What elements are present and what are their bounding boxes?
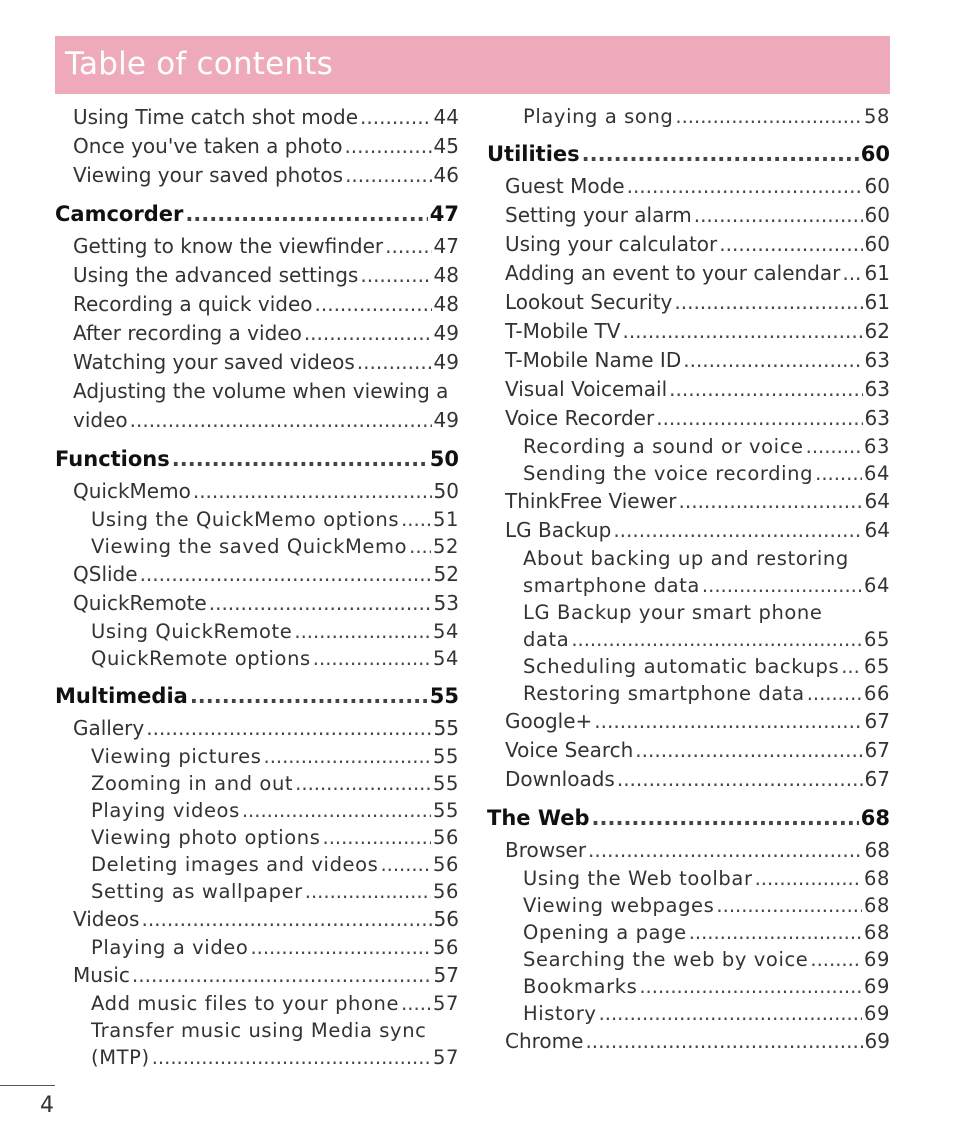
toc-page-number: 61	[864, 261, 890, 285]
dot-leader	[639, 975, 862, 998]
toc-entry[interactable]	[55, 936, 459, 963]
dot-leader	[242, 799, 431, 822]
dot-leader	[806, 435, 862, 458]
dot-leader	[613, 518, 862, 542]
toc-page-number: 68	[863, 921, 890, 944]
toc-entry-title: Viewing your saved photos	[73, 163, 344, 187]
toc-entry-title: Restoring smartphone data	[523, 682, 805, 705]
toc-page-number: 50	[429, 447, 459, 471]
toc-entry-title: Deleting images and videos	[91, 853, 379, 876]
toc-entry-title: Playing a song	[523, 105, 674, 128]
dot-leader	[617, 767, 863, 791]
toc-entry[interactable]	[55, 408, 459, 437]
dot-leader	[190, 684, 428, 708]
dot-leader	[345, 163, 431, 187]
toc-entry-title: Downloads	[505, 767, 615, 791]
footer-divider	[0, 1085, 55, 1086]
toc-entry-title: Viewing webpages	[523, 894, 715, 917]
toc-entry[interactable]	[487, 628, 890, 655]
toc-entry[interactable]	[55, 263, 459, 292]
toc-page-number: 57	[433, 963, 459, 987]
toc-entry-title: Viewing pictures	[91, 745, 262, 768]
dot-leader	[401, 508, 431, 531]
toc-page-number: 48	[433, 292, 459, 316]
dot-leader	[313, 647, 431, 670]
toc-page-number: 50	[433, 479, 459, 503]
dot-leader	[674, 290, 862, 314]
toc-entry-title: Browser	[505, 838, 587, 862]
toc-entry[interactable]	[55, 620, 459, 647]
toc-page-number: 54	[432, 647, 459, 670]
toc-entry[interactable]	[487, 105, 890, 132]
toc-entry[interactable]	[487, 709, 890, 738]
dot-leader	[842, 261, 862, 285]
toc-page-number: 68	[863, 867, 890, 890]
toc-entry-title: After recording a video	[73, 321, 302, 345]
dot-leader	[582, 142, 859, 166]
dot-leader	[755, 867, 862, 890]
toc-entry-title: Zooming in and out	[91, 772, 294, 795]
toc-entry[interactable]	[55, 591, 459, 620]
toc-entry[interactable]	[55, 163, 459, 192]
toc-page-number: 55	[432, 772, 459, 795]
toc-entry[interactable]	[487, 738, 890, 767]
toc-page-number: 57	[432, 992, 459, 1015]
toc-entry-title: Recording a quick video	[73, 292, 313, 316]
toc-entry-title: Utilities	[487, 142, 580, 166]
toc-page-number: 62	[864, 319, 890, 343]
toc-entry[interactable]	[487, 894, 890, 921]
dot-leader	[675, 105, 862, 128]
toc-page-number: 56	[432, 936, 459, 959]
toc-entry[interactable]	[487, 682, 890, 709]
toc-page-number: 56	[432, 826, 459, 849]
toc-entry[interactable]	[55, 350, 459, 379]
toc-page-number: 54	[432, 620, 459, 643]
toc-entry[interactable]	[487, 203, 890, 232]
toc-page-number: 44	[433, 105, 459, 129]
dot-leader	[656, 406, 862, 430]
toc-entry[interactable]	[55, 992, 459, 1019]
toc-page-number: 60	[864, 203, 890, 227]
dot-leader	[304, 321, 432, 345]
toc-entry-title: T-Mobile Name ID	[505, 348, 682, 372]
toc-page-number: 68	[863, 894, 890, 917]
toc-entry[interactable]	[55, 234, 459, 263]
dot-leader	[305, 880, 431, 903]
toc-entry-title: Using the advanced settings	[73, 263, 359, 287]
dot-leader	[385, 234, 431, 258]
toc-page-number: 64	[863, 574, 890, 597]
toc-left-column	[55, 105, 459, 1073]
toc-page-number: 67	[864, 738, 890, 762]
dot-leader	[130, 408, 432, 432]
toc-page-number: 68	[864, 838, 890, 862]
toc-entry-title: Voice Recorder	[505, 406, 655, 430]
dot-leader	[585, 1029, 862, 1053]
toc-entry-title: Functions	[55, 447, 170, 471]
toc-entry-title: T-Mobile TV	[505, 319, 621, 343]
toc-entry[interactable]	[487, 518, 890, 547]
toc-entry[interactable]	[487, 348, 890, 377]
toc-page-number: 57	[432, 1046, 459, 1069]
toc-section-heading[interactable]	[55, 202, 459, 230]
toc-entry[interactable]	[55, 880, 459, 907]
dot-leader	[599, 1002, 862, 1025]
toc-entry-title: Gallery	[73, 716, 145, 740]
toc-entry-title: Voice Search	[505, 738, 634, 762]
toc-entry-title: Getting to know the viewfinder	[73, 234, 384, 258]
toc-entry-title: Sending the voice recording	[523, 462, 814, 485]
toc-entry[interactable]	[487, 435, 890, 462]
toc-entry-title: Chrome	[505, 1029, 584, 1053]
dot-leader	[622, 319, 862, 343]
toc-entry-title: LG Backup	[505, 518, 612, 542]
dot-leader	[635, 738, 862, 762]
toc-entry-title: Setting as wallpaper	[91, 880, 303, 903]
toc-page-number: 60	[860, 142, 890, 166]
toc-entry[interactable]	[487, 1002, 890, 1029]
toc-entry-title: Once you've taken a photo	[73, 134, 343, 158]
toc-entry-title: Music	[73, 963, 130, 987]
toc-entry-title: Scheduling automatic backups	[523, 655, 840, 678]
toc-entry[interactable]	[487, 489, 890, 518]
toc-page-number: 66	[863, 682, 890, 705]
toc-entry-title: The Web	[487, 806, 590, 830]
dot-leader	[571, 628, 862, 651]
toc-entry-title: Lookout Security	[505, 290, 673, 314]
toc-entry[interactable]	[55, 772, 459, 799]
toc-entry[interactable]	[55, 105, 459, 134]
toc-page-number: 52	[432, 535, 459, 558]
toc-entry-title-line[interactable]: Transfer music using Media sync	[91, 1019, 427, 1042]
toc-page-number: 69	[863, 975, 890, 998]
toc-entry-title: Visual Voicemail	[505, 377, 668, 401]
toc-entry[interactable]	[55, 562, 459, 591]
toc-section-heading[interactable]	[55, 684, 459, 712]
dot-leader	[719, 232, 862, 256]
dot-leader	[401, 992, 431, 1015]
toc-page-number: 63	[864, 406, 890, 430]
toc-page-number: 69	[863, 1002, 890, 1025]
toc-page-number: 53	[433, 591, 459, 615]
toc-entry-title: Recording a sound or voice	[523, 435, 804, 458]
toc-entry-title: QuickMemo	[73, 479, 191, 503]
toc-entry[interactable]	[487, 261, 890, 290]
dot-leader	[380, 853, 431, 876]
dot-leader	[323, 826, 431, 849]
dot-leader	[683, 348, 862, 372]
toc-entry-title: QuickRemote	[73, 591, 207, 615]
toc-entry-title: QSlide	[73, 562, 138, 586]
toc-entry[interactable]	[55, 479, 459, 508]
toc-entry[interactable]	[55, 508, 459, 535]
toc-entry-title: Viewing photo options	[91, 826, 321, 849]
dot-leader	[669, 377, 862, 401]
dot-leader	[315, 292, 432, 316]
toc-entry[interactable]	[487, 232, 890, 261]
dot-leader	[344, 134, 431, 158]
toc-entry-title: data	[523, 628, 570, 651]
dot-leader	[294, 620, 431, 643]
toc-entry-title: Camcorder	[55, 202, 184, 226]
toc-section-heading[interactable]	[487, 806, 890, 834]
toc-entry-title: Playing a video	[91, 936, 249, 959]
dot-leader	[250, 936, 431, 959]
toc-entry-title: Guest Mode	[505, 174, 625, 198]
dot-leader	[209, 591, 432, 615]
toc-page-number: 56	[433, 907, 459, 931]
toc-page-number: 45	[433, 134, 459, 158]
toc-page-number: 49	[433, 408, 459, 432]
toc-entry-title: Google+	[505, 709, 593, 733]
toc-entry-title-line[interactable]: Adjusting the volume when viewing a	[73, 379, 449, 403]
dot-leader	[594, 709, 862, 733]
toc-page-number: 67	[864, 709, 890, 733]
dot-leader	[193, 479, 432, 503]
dot-leader	[141, 907, 431, 931]
toc-entry-title: ThinkFree Viewer	[505, 489, 677, 513]
toc-entry-title: Bookmarks	[523, 975, 638, 998]
dot-leader	[694, 203, 863, 227]
toc-page-number: 64	[863, 462, 890, 485]
toc-entry[interactable]	[55, 134, 459, 163]
toc-entry[interactable]	[487, 948, 890, 975]
toc-entry[interactable]	[55, 321, 459, 350]
toc-entry-title: Adding an event to your calendar	[505, 261, 841, 285]
toc-entry-title: History	[523, 1002, 597, 1025]
toc-entry-title: Videos	[73, 907, 140, 931]
toc-page-number: 68	[860, 806, 890, 830]
toc-entry-title: Using the Web toolbar	[523, 867, 753, 890]
toc-page-number: 49	[433, 321, 459, 345]
toc-entry[interactable]	[487, 655, 890, 682]
toc-page-number: 65	[863, 655, 890, 678]
toc-entry[interactable]	[55, 963, 459, 992]
toc-entry-title: smartphone data	[523, 574, 700, 597]
toc-page-number: 58	[863, 105, 890, 128]
toc-entry[interactable]	[487, 838, 890, 867]
dot-leader	[132, 963, 432, 987]
toc-page-number: 55	[433, 716, 459, 740]
toc-entry[interactable]	[55, 716, 459, 745]
toc-entry[interactable]	[487, 406, 890, 435]
toc-page-number: 67	[864, 767, 890, 791]
toc-section-heading[interactable]	[55, 447, 459, 475]
dot-leader	[592, 806, 859, 830]
toc-page-number: 65	[863, 628, 890, 651]
dot-leader	[185, 202, 427, 226]
toc-entry[interactable]	[55, 1046, 459, 1073]
toc-section-heading[interactable]	[487, 142, 890, 170]
toc-page-number: 60	[864, 174, 890, 198]
dot-leader	[716, 894, 862, 917]
toc-entry-title: Searching the web by voice	[523, 948, 809, 971]
toc-entry-title-line[interactable]: About backing up and restoring	[523, 547, 849, 570]
toc-page-number: 69	[863, 948, 890, 971]
toc-page-number: 60	[864, 232, 890, 256]
toc-page-number: 55	[429, 684, 459, 708]
toc-entry[interactable]	[55, 799, 459, 826]
toc-entry[interactable]	[55, 907, 459, 936]
dot-leader	[146, 716, 431, 740]
toc-entry-title: Playing videos	[91, 799, 240, 822]
toc-page-number: 63	[864, 348, 890, 372]
dot-leader	[357, 350, 432, 374]
toc-page-number: 56	[432, 853, 459, 876]
page-title: Table of contents	[65, 46, 333, 82]
toc-entry-title: QuickRemote options	[91, 647, 311, 670]
dot-leader	[810, 948, 862, 971]
dot-leader	[679, 489, 863, 513]
dot-leader	[264, 745, 431, 768]
toc-page-number: 47	[429, 202, 459, 226]
toc-entry-title: Multimedia	[55, 684, 188, 708]
toc-entry[interactable]	[55, 535, 459, 562]
toc-entry[interactable]	[487, 867, 890, 894]
toc-entry[interactable]	[487, 921, 890, 948]
page-number: 4	[40, 1093, 54, 1118]
dot-leader	[588, 838, 863, 862]
title-banner	[55, 36, 890, 94]
toc-page-number: 56	[432, 880, 459, 903]
toc-page-number: 46	[433, 163, 459, 187]
toc-right-column	[487, 105, 890, 1058]
toc-entry-title: video	[73, 408, 128, 432]
toc-entry-title: Add music files to your phone	[91, 992, 400, 1015]
dot-leader	[841, 655, 862, 678]
toc-page-number: 55	[432, 799, 459, 822]
dot-leader	[815, 462, 862, 485]
toc-page-number: 63	[863, 435, 890, 458]
toc-page-number: 69	[864, 1029, 890, 1053]
toc-entry-title: Using QuickRemote	[91, 620, 293, 643]
toc-page-number: 48	[433, 263, 459, 287]
toc-entry-title: (MTP)	[91, 1046, 150, 1069]
toc-entry-title: Using your calculator	[505, 232, 718, 256]
dot-leader	[140, 562, 432, 586]
dot-leader	[360, 263, 431, 287]
toc-entry-title: Opening a page	[523, 921, 687, 944]
toc-page-number: 55	[432, 745, 459, 768]
dot-leader	[627, 174, 863, 198]
toc-entry[interactable]	[487, 574, 890, 601]
toc-entry[interactable]	[55, 826, 459, 853]
toc-page-number: 64	[864, 518, 890, 542]
toc-entry[interactable]	[487, 290, 890, 319]
toc-entry[interactable]	[487, 174, 890, 203]
toc-entry[interactable]	[487, 975, 890, 1002]
toc-page-number: 61	[864, 290, 890, 314]
toc-page-number: 52	[433, 562, 459, 586]
toc-entry-title: Using Time catch shot mode	[73, 105, 359, 129]
toc-entry-title-line[interactable]: LG Backup your smart phone	[523, 601, 823, 624]
toc-entry[interactable]	[487, 377, 890, 406]
toc-page-number: 51	[432, 508, 459, 531]
dot-leader	[172, 447, 428, 471]
toc-entry[interactable]	[487, 767, 890, 796]
toc-entry-title: Watching your saved videos	[73, 350, 355, 374]
toc-page-number: 47	[433, 234, 459, 258]
toc-entry[interactable]	[55, 292, 459, 321]
toc-page-number: 64	[864, 489, 890, 513]
toc-page-number: 49	[433, 350, 459, 374]
toc-entry-title: Setting your alarm	[505, 203, 692, 227]
toc-entry[interactable]	[487, 1029, 890, 1058]
toc-entry[interactable]	[55, 745, 459, 772]
dot-leader	[295, 772, 431, 795]
toc-page-number: 63	[864, 377, 890, 401]
toc-entry-title: Using the QuickMemo options	[91, 508, 400, 531]
dot-leader	[152, 1046, 431, 1069]
dot-leader	[360, 105, 432, 129]
dot-leader	[702, 574, 862, 597]
dot-leader	[689, 921, 862, 944]
dot-leader	[807, 682, 862, 705]
toc-entry[interactable]	[55, 647, 459, 674]
dot-leader	[409, 535, 431, 558]
toc-entry[interactable]	[487, 319, 890, 348]
toc-entry-title: Viewing the saved QuickMemo	[91, 535, 408, 558]
toc-entry[interactable]	[487, 462, 890, 489]
toc-entry[interactable]	[55, 853, 459, 880]
